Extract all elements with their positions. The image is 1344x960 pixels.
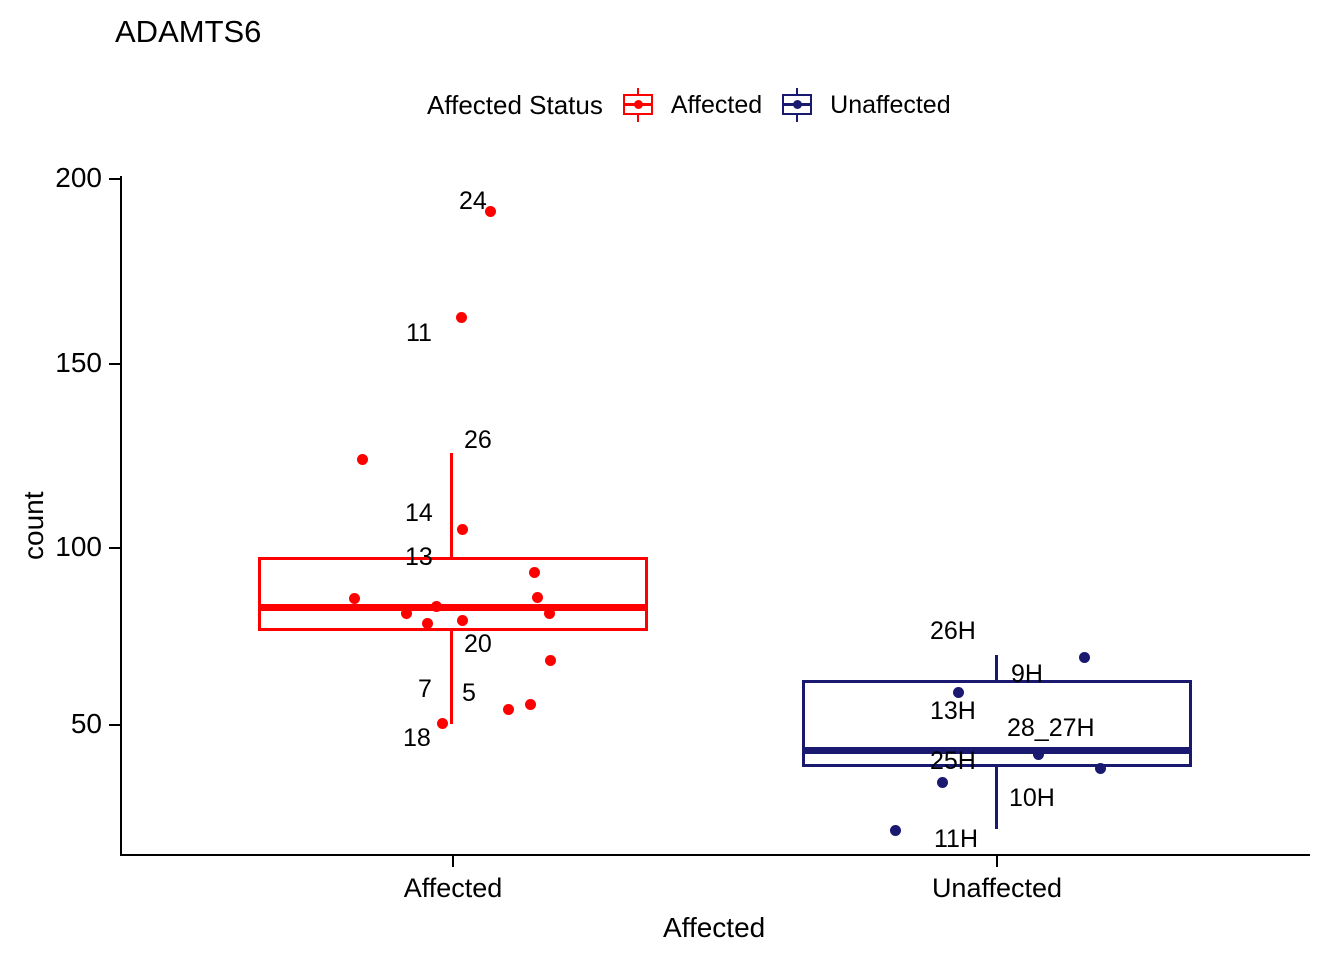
data-point (357, 454, 368, 465)
y-tick-label: 200 (55, 162, 102, 193)
y-axis-line (120, 176, 122, 854)
data-point (890, 825, 901, 836)
data-point (401, 608, 412, 619)
data-point (1033, 749, 1044, 760)
point-label: 28_27H (1007, 714, 1095, 742)
whisker-upper-unaffected (995, 655, 998, 680)
whisker-upper-affected (450, 453, 453, 557)
y-tick-label: 150 (55, 347, 102, 378)
y-tick-mark (109, 178, 120, 180)
y-tick-label: 50 (70, 708, 102, 739)
chart-legend (427, 88, 951, 122)
point-label: 11 (406, 319, 432, 347)
data-point (1079, 652, 1090, 663)
data-point (545, 655, 556, 666)
x-tick-mark (452, 856, 454, 867)
point-label: 7 (418, 675, 432, 703)
legend-key-boxplot-icon (776, 88, 820, 122)
x-tick-mark (996, 856, 998, 867)
legend-label: Affected (670, 90, 763, 119)
data-point (1095, 763, 1106, 774)
data-point (431, 601, 442, 612)
y-axis-title: count (18, 491, 49, 560)
point-label: 10H (1009, 784, 1055, 812)
data-point (422, 618, 433, 629)
point-label: 25H (930, 747, 976, 775)
point-label: 20 (464, 630, 492, 658)
whisker-lower-affected (450, 631, 453, 724)
data-point (457, 524, 468, 535)
data-point (503, 704, 514, 715)
point-label: 9H (1011, 660, 1043, 688)
data-point (953, 687, 964, 698)
data-point (349, 593, 360, 604)
data-point (456, 312, 467, 323)
data-point (437, 718, 448, 729)
data-point (937, 777, 948, 788)
y-tick-mark (109, 363, 120, 365)
whisker-lower-unaffected (995, 767, 998, 829)
point-label: 11H (934, 825, 979, 853)
point-label: 26H (930, 617, 976, 645)
data-point (457, 615, 468, 626)
y-tick-mark (109, 724, 120, 726)
point-label: 13 (405, 543, 433, 571)
x-axis-line (120, 854, 1310, 856)
x-axis-title: Affected (663, 912, 766, 943)
page-title: ADAMTS6 (115, 14, 262, 49)
data-point (525, 699, 536, 710)
legend-item-unaffected[interactable] (776, 88, 950, 122)
point-label: 18 (403, 724, 431, 752)
median-line-affected (258, 604, 648, 611)
x-tick-label: Affected (403, 873, 503, 903)
median-line-unaffected (802, 747, 1192, 754)
legend-item-affected[interactable] (617, 88, 762, 122)
point-label: 24 (459, 187, 487, 215)
legend-label: Unaffected (830, 90, 951, 119)
data-point (544, 608, 555, 619)
point-label: 13H (930, 697, 976, 725)
y-tick-label: 100 (55, 531, 102, 562)
data-point (529, 567, 540, 578)
point-label: 14 (405, 499, 433, 527)
y-tick-mark (109, 547, 120, 549)
legend-title: Affected Status (427, 89, 603, 120)
point-label: 26 (464, 426, 492, 454)
point-label: 5 (462, 679, 476, 707)
x-tick-label: Unaffected (931, 873, 1063, 903)
box-affected (258, 557, 648, 631)
data-point (532, 592, 543, 603)
legend-key-boxplot-icon (617, 88, 661, 122)
